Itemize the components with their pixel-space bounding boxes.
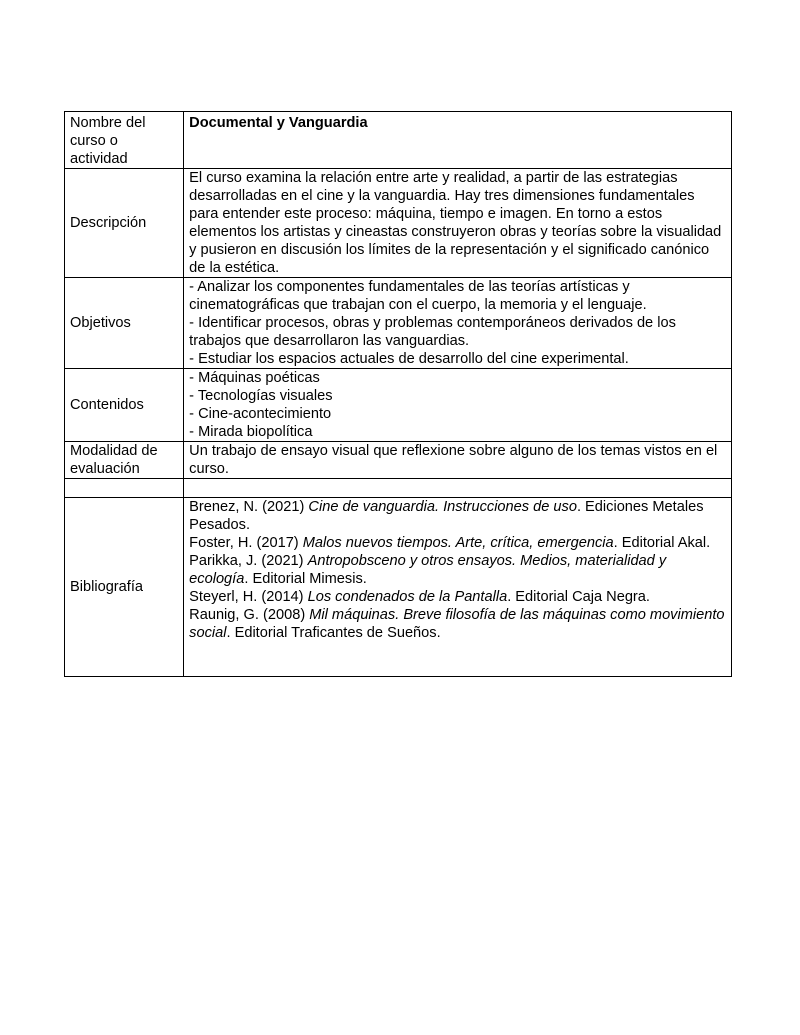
bib-publisher: . Editorial Akal. [613, 535, 711, 551]
bibliography-list [184, 498, 732, 677]
content-item: - Máquinas poéticas [189, 370, 320, 386]
table-row-contents [65, 369, 732, 442]
bibliography-entry [189, 588, 727, 606]
bib-publisher: . Ediciones Metales Pesados. [189, 499, 704, 533]
bib-publisher: . Editorial Caja Negra. [507, 589, 650, 605]
bib-author: Raunig, G. (2008) [189, 607, 310, 623]
evaluation-text: Un trabajo de ensayo visual que reflexione sobre alguno de los temas vistos en el curso. [184, 442, 732, 479]
empty-label [65, 479, 184, 498]
table-row-objectives [65, 278, 732, 369]
objectives-list [184, 278, 732, 369]
contents-list [184, 369, 732, 442]
objectives-label: Objetivos [65, 278, 184, 369]
table-row-name [65, 112, 732, 169]
bib-title: Mil máquinas. Breve filosofía de las máquinas como movimiento social [189, 607, 725, 641]
course-title: Documental y Vanguardia [184, 112, 732, 169]
bib-author: Steyerl, H. (2014) [189, 589, 308, 605]
evaluation-label: Modalidad de evaluación [65, 442, 184, 479]
description-label: Descripción [65, 169, 184, 278]
bibliography-entry [189, 552, 727, 588]
objective-item: - Identificar procesos, obras y problemas contemporáneos derivados de los trabajos que desarrollaron las vanguardias. [189, 315, 676, 349]
bibliography-entry [189, 534, 727, 552]
content-item: - Mirada biopolítica [189, 424, 313, 440]
bib-title: Antropobsceno y otros ensayos. Medios, materialidad y ecología [189, 553, 667, 587]
course-table [64, 111, 732, 677]
objective-item: - Analizar los componentes fundamentales de las teorías artísticas y cinematográficas que trabajan con el cuerpo, la memoria y el lenguaje. [189, 279, 647, 313]
bib-publisher: . Editorial Mimesis. [244, 571, 367, 587]
bib-publisher: . Editorial Traficantes de Sueños. [226, 625, 441, 641]
bib-author: Parikka, J. (2021) [189, 553, 308, 569]
table-row-empty [65, 479, 732, 498]
empty-value [184, 479, 732, 498]
bib-title: Los condenados de la Pantalla [307, 589, 508, 605]
table-row-evaluation [65, 442, 732, 479]
bib-title: Cine de vanguardia. Instrucciones de uso [308, 499, 577, 515]
contents-label: Contenidos [65, 369, 184, 442]
description-text: El curso examina la relación entre arte y realidad, a partir de las estrategias desarrolladas en el cine y la vanguardia. Hay tres dimensiones fundamentales para entender este proceso: máquina, tiempo e imagen. En torno a estos elementos los artistas y cineastas construyeron obras y teorías sobre la visualidad y pusieron en discusión los límites de la representación y el significado canónico de la estética. [184, 169, 732, 278]
content-item: - Tecnologías visuales [189, 388, 333, 404]
table-row-bibliography [65, 498, 732, 677]
bib-author: Brenez, N. (2021) [189, 499, 309, 515]
bib-author: Foster, H. (2017) [189, 535, 303, 551]
bibliography-entry [189, 498, 727, 534]
objective-item: - Estudiar los espacios actuales de desarrollo del cine experimental. [189, 351, 629, 367]
content-item: - Cine-acontecimiento [189, 406, 332, 422]
bib-title: Malos nuevos tiempos. Arte, crítica, emergencia [302, 535, 614, 551]
name-label: Nombre del curso o actividad [65, 112, 184, 169]
bibliography-label: Bibliografía [65, 498, 184, 677]
table-row-description [65, 169, 732, 278]
bibliography-entry [189, 606, 727, 642]
